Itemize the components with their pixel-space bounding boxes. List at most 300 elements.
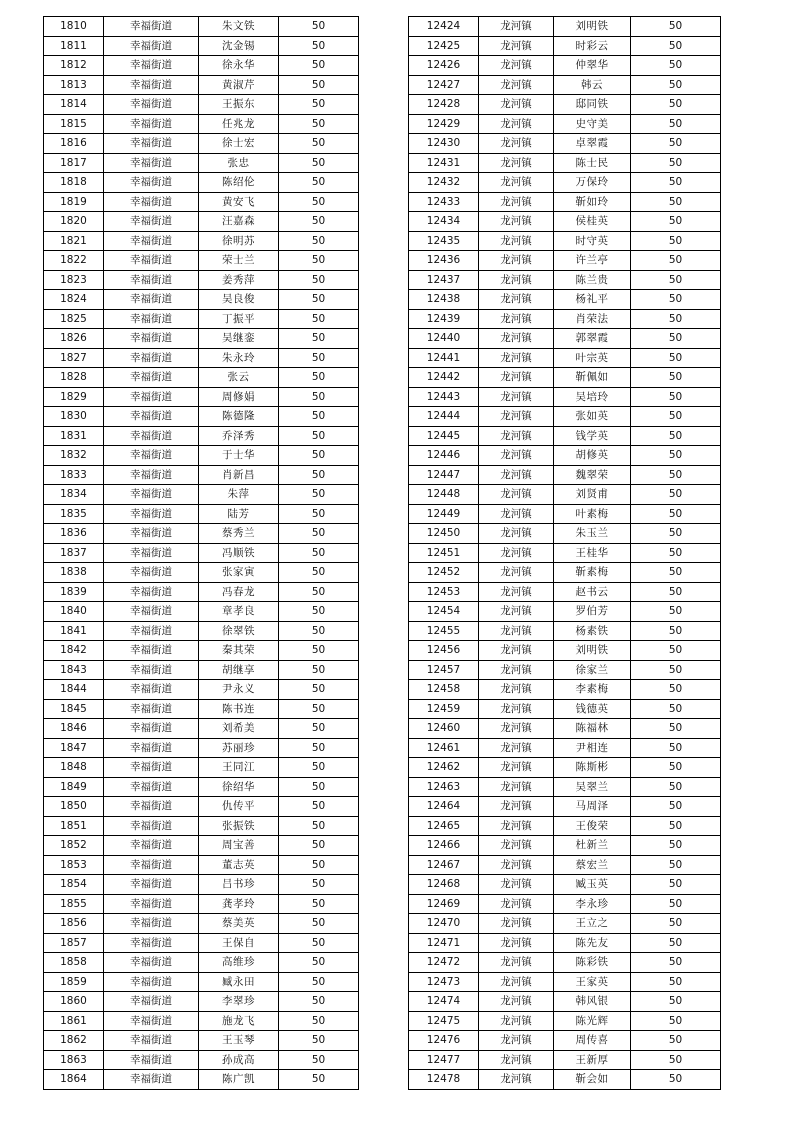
cell-street: 幸福街道 — [104, 231, 199, 251]
cell-street: 幸福街道 — [104, 407, 199, 427]
cell-street: 幸福街道 — [104, 641, 199, 661]
cell-street: 幸福街道 — [104, 816, 199, 836]
cell-street: 龙河镇 — [479, 855, 554, 875]
cell-amount: 50 — [279, 290, 359, 310]
cell-amount: 50 — [279, 543, 359, 563]
cell-amount: 50 — [279, 407, 359, 427]
cell-seq-no: 12433 — [409, 192, 479, 212]
cell-street: 龙河镇 — [479, 75, 554, 95]
cell-seq-no: 12441 — [409, 348, 479, 368]
cell-amount: 50 — [631, 524, 721, 544]
cell-street: 幸福街道 — [104, 777, 199, 797]
table-row — [409, 660, 721, 680]
table-row — [44, 446, 359, 466]
cell-name: 吴继銮 — [199, 329, 279, 349]
cell-name: 靳会如 — [554, 1070, 631, 1090]
cell-name: 龚孝玲 — [199, 894, 279, 914]
cell-street: 幸福街道 — [104, 153, 199, 173]
cell-street: 龙河镇 — [479, 309, 554, 329]
cell-street: 幸福街道 — [104, 1070, 199, 1090]
table-row — [44, 75, 359, 95]
table-row — [409, 777, 721, 797]
cell-name: 王家英 — [554, 972, 631, 992]
table-row — [44, 485, 359, 505]
cell-street: 幸福街道 — [104, 894, 199, 914]
cell-seq-no: 1817 — [44, 153, 104, 173]
cell-amount: 50 — [631, 387, 721, 407]
table-row — [409, 641, 721, 661]
table-row — [44, 953, 359, 973]
cell-amount: 50 — [631, 251, 721, 271]
cell-amount: 50 — [631, 543, 721, 563]
table-row — [409, 387, 721, 407]
cell-amount: 50 — [279, 56, 359, 76]
cell-street: 幸福街道 — [104, 251, 199, 271]
cell-street: 幸福街道 — [104, 953, 199, 973]
cell-street: 龙河镇 — [479, 953, 554, 973]
table-row — [409, 426, 721, 446]
cell-name: 靳佩如 — [554, 368, 631, 388]
cell-amount: 50 — [631, 1011, 721, 1031]
table-row — [44, 563, 359, 583]
table-row — [44, 95, 359, 115]
cell-street: 龙河镇 — [479, 212, 554, 232]
cell-street: 龙河镇 — [479, 485, 554, 505]
cell-street: 幸福街道 — [104, 602, 199, 622]
cell-amount: 50 — [631, 134, 721, 154]
table-row — [44, 134, 359, 154]
cell-street: 龙河镇 — [479, 933, 554, 953]
cell-name: 钱德英 — [554, 699, 631, 719]
cell-street: 幸福街道 — [104, 134, 199, 154]
cell-amount: 50 — [279, 621, 359, 641]
cell-seq-no: 1831 — [44, 426, 104, 446]
cell-seq-no: 1834 — [44, 485, 104, 505]
cell-name: 蔡宏兰 — [554, 855, 631, 875]
cell-name: 韩风银 — [554, 992, 631, 1012]
cell-seq-no: 1849 — [44, 777, 104, 797]
cell-name: 于士华 — [199, 446, 279, 466]
cell-seq-no: 1835 — [44, 504, 104, 524]
table-row — [44, 758, 359, 778]
cell-name: 罗伯芳 — [554, 602, 631, 622]
cell-amount: 50 — [279, 660, 359, 680]
cell-street: 龙河镇 — [479, 524, 554, 544]
cell-street: 龙河镇 — [479, 270, 554, 290]
cell-street: 幸福街道 — [104, 1011, 199, 1031]
cell-street: 幸福街道 — [104, 504, 199, 524]
cell-amount: 50 — [279, 173, 359, 193]
cell-name: 陈绍伦 — [199, 173, 279, 193]
cell-street: 幸福街道 — [104, 972, 199, 992]
cell-amount: 50 — [631, 855, 721, 875]
table-row — [44, 660, 359, 680]
cell-seq-no: 12446 — [409, 446, 479, 466]
cell-street: 龙河镇 — [479, 719, 554, 739]
cell-street: 幸福街道 — [104, 95, 199, 115]
cell-seq-no: 12437 — [409, 270, 479, 290]
table-row — [44, 621, 359, 641]
table-row — [44, 153, 359, 173]
cell-street: 龙河镇 — [479, 504, 554, 524]
cell-street: 龙河镇 — [479, 95, 554, 115]
cell-street: 龙河镇 — [479, 602, 554, 622]
cell-seq-no: 1825 — [44, 309, 104, 329]
cell-street: 龙河镇 — [479, 641, 554, 661]
table-row — [44, 114, 359, 134]
cell-amount: 50 — [631, 563, 721, 583]
cell-seq-no: 12453 — [409, 582, 479, 602]
cell-seq-no: 1837 — [44, 543, 104, 563]
cell-name: 陈兰贵 — [554, 270, 631, 290]
table-row — [44, 465, 359, 485]
cell-seq-no: 12455 — [409, 621, 479, 641]
cell-street: 龙河镇 — [479, 251, 554, 271]
cell-name: 徐绍华 — [199, 777, 279, 797]
cell-seq-no: 12467 — [409, 855, 479, 875]
cell-seq-no: 1859 — [44, 972, 104, 992]
table-row — [409, 816, 721, 836]
cell-street: 龙河镇 — [479, 758, 554, 778]
cell-seq-no: 1836 — [44, 524, 104, 544]
cell-name: 赵书云 — [554, 582, 631, 602]
cell-amount: 50 — [631, 1070, 721, 1090]
cell-amount: 50 — [279, 953, 359, 973]
table-row — [409, 95, 721, 115]
cell-street: 龙河镇 — [479, 465, 554, 485]
cell-street: 龙河镇 — [479, 329, 554, 349]
cell-seq-no: 12444 — [409, 407, 479, 427]
cell-amount: 50 — [631, 836, 721, 856]
table-row — [44, 1050, 359, 1070]
cell-street: 龙河镇 — [479, 738, 554, 758]
cell-seq-no: 1840 — [44, 602, 104, 622]
cell-name: 徐永华 — [199, 56, 279, 76]
cell-name: 王俊荣 — [554, 816, 631, 836]
cell-street: 幸福街道 — [104, 680, 199, 700]
cell-street: 幸福街道 — [104, 114, 199, 134]
table-row — [409, 582, 721, 602]
cell-seq-no: 1854 — [44, 875, 104, 895]
cell-seq-no: 12452 — [409, 563, 479, 583]
cell-amount: 50 — [279, 212, 359, 232]
cell-amount: 50 — [279, 134, 359, 154]
cell-street: 龙河镇 — [479, 563, 554, 583]
cell-amount: 50 — [279, 914, 359, 934]
cell-seq-no: 12438 — [409, 290, 479, 310]
cell-amount: 50 — [279, 758, 359, 778]
cell-amount: 50 — [631, 875, 721, 895]
table-row — [44, 309, 359, 329]
cell-name: 张振铁 — [199, 816, 279, 836]
table-row — [44, 738, 359, 758]
cell-seq-no: 1822 — [44, 251, 104, 271]
cell-name: 刘明铁 — [554, 17, 631, 37]
table-row — [44, 894, 359, 914]
cell-seq-no: 12458 — [409, 680, 479, 700]
cell-seq-no: 1824 — [44, 290, 104, 310]
cell-seq-no: 12426 — [409, 56, 479, 76]
cell-name: 陈德隆 — [199, 407, 279, 427]
table-row — [44, 251, 359, 271]
cell-amount: 50 — [279, 251, 359, 271]
cell-amount: 50 — [279, 992, 359, 1012]
cell-amount: 50 — [279, 426, 359, 446]
table-row — [409, 56, 721, 76]
table-row — [44, 1011, 359, 1031]
cell-street: 龙河镇 — [479, 173, 554, 193]
table-row — [409, 972, 721, 992]
cell-name: 叶素梅 — [554, 504, 631, 524]
cell-name: 吕书珍 — [199, 875, 279, 895]
cell-name: 张云 — [199, 368, 279, 388]
cell-street: 幸福街道 — [104, 836, 199, 856]
cell-seq-no: 12442 — [409, 368, 479, 388]
cell-amount: 50 — [631, 426, 721, 446]
table-row — [409, 153, 721, 173]
cell-amount: 50 — [631, 407, 721, 427]
cell-amount: 50 — [279, 504, 359, 524]
table-row — [44, 173, 359, 193]
cell-seq-no: 12463 — [409, 777, 479, 797]
table-row — [44, 407, 359, 427]
cell-name: 沈金锡 — [199, 36, 279, 56]
cell-seq-no: 12457 — [409, 660, 479, 680]
cell-seq-no: 12439 — [409, 309, 479, 329]
table-row — [409, 524, 721, 544]
table-row — [409, 602, 721, 622]
cell-street: 幸福街道 — [104, 719, 199, 739]
cell-amount: 50 — [631, 290, 721, 310]
cell-name: 丁振平 — [199, 309, 279, 329]
cell-seq-no: 1846 — [44, 719, 104, 739]
cell-street: 龙河镇 — [479, 1031, 554, 1051]
cell-amount: 50 — [631, 465, 721, 485]
cell-street: 龙河镇 — [479, 290, 554, 310]
cell-name: 杨礼平 — [554, 290, 631, 310]
cell-name: 高维珍 — [199, 953, 279, 973]
cell-street: 幸福街道 — [104, 270, 199, 290]
cell-name: 黄安飞 — [199, 192, 279, 212]
cell-name: 陈士民 — [554, 153, 631, 173]
cell-amount: 50 — [279, 329, 359, 349]
cell-name: 黄淑芹 — [199, 75, 279, 95]
cell-name: 尹相连 — [554, 738, 631, 758]
cell-amount: 50 — [631, 699, 721, 719]
cell-street: 幸福街道 — [104, 290, 199, 310]
cell-amount: 50 — [279, 816, 359, 836]
cell-seq-no: 12450 — [409, 524, 479, 544]
cell-street: 幸福街道 — [104, 992, 199, 1012]
cell-street: 龙河镇 — [479, 914, 554, 934]
cell-amount: 50 — [631, 348, 721, 368]
table-row — [44, 329, 359, 349]
cell-amount: 50 — [279, 192, 359, 212]
cell-seq-no: 12449 — [409, 504, 479, 524]
cell-seq-no: 1815 — [44, 114, 104, 134]
table-row — [409, 485, 721, 505]
table-row — [44, 699, 359, 719]
cell-name: 徐明苏 — [199, 231, 279, 251]
table-row — [409, 855, 721, 875]
cell-amount: 50 — [631, 368, 721, 388]
cell-street: 龙河镇 — [479, 660, 554, 680]
cell-name: 杜新兰 — [554, 836, 631, 856]
cell-seq-no: 12477 — [409, 1050, 479, 1070]
table-row — [409, 75, 721, 95]
cell-seq-no: 1813 — [44, 75, 104, 95]
cell-name: 王立之 — [554, 914, 631, 934]
cell-street: 龙河镇 — [479, 426, 554, 446]
cell-street: 幸福街道 — [104, 56, 199, 76]
cell-amount: 50 — [279, 836, 359, 856]
cell-street: 龙河镇 — [479, 699, 554, 719]
cell-amount: 50 — [279, 368, 359, 388]
cell-amount: 50 — [279, 855, 359, 875]
table-row — [44, 602, 359, 622]
cell-amount: 50 — [631, 719, 721, 739]
cell-amount: 50 — [631, 270, 721, 290]
cell-name: 邸同铁 — [554, 95, 631, 115]
cell-amount: 50 — [279, 972, 359, 992]
cell-amount: 50 — [631, 621, 721, 641]
table-row — [409, 621, 721, 641]
cell-amount: 50 — [631, 1050, 721, 1070]
cell-name: 臧玉英 — [554, 875, 631, 895]
cell-name: 王振东 — [199, 95, 279, 115]
cell-street: 幸福街道 — [104, 563, 199, 583]
table-row — [44, 914, 359, 934]
cell-seq-no: 12454 — [409, 602, 479, 622]
cell-amount: 50 — [279, 231, 359, 251]
cell-seq-no: 1810 — [44, 17, 104, 37]
cell-seq-no: 1845 — [44, 699, 104, 719]
cell-street: 幸福街道 — [104, 699, 199, 719]
table-row — [409, 173, 721, 193]
cell-seq-no: 1860 — [44, 992, 104, 1012]
cell-name: 万保玲 — [554, 173, 631, 193]
cell-seq-no: 12448 — [409, 485, 479, 505]
cell-street: 龙河镇 — [479, 621, 554, 641]
cell-seq-no: 12425 — [409, 36, 479, 56]
cell-name: 朱萍 — [199, 485, 279, 505]
cell-seq-no: 1863 — [44, 1050, 104, 1070]
table-row — [409, 465, 721, 485]
cell-seq-no: 12474 — [409, 992, 479, 1012]
table-row — [44, 270, 359, 290]
table-row — [409, 953, 721, 973]
cell-name: 尹永义 — [199, 680, 279, 700]
table-row — [44, 855, 359, 875]
cell-street: 龙河镇 — [479, 894, 554, 914]
cell-amount: 50 — [631, 95, 721, 115]
cell-street: 幸福街道 — [104, 348, 199, 368]
cell-seq-no: 12424 — [409, 17, 479, 37]
table-row — [409, 231, 721, 251]
cell-seq-no: 1826 — [44, 329, 104, 349]
cell-seq-no: 1820 — [44, 212, 104, 232]
cell-amount: 50 — [279, 95, 359, 115]
cell-seq-no: 1842 — [44, 641, 104, 661]
cell-amount: 50 — [631, 17, 721, 37]
cell-name: 周宝善 — [199, 836, 279, 856]
cell-amount: 50 — [279, 933, 359, 953]
cell-name: 姜秀萍 — [199, 270, 279, 290]
cell-name: 靳素梅 — [554, 563, 631, 583]
cell-name: 仇传平 — [199, 797, 279, 817]
cell-street: 龙河镇 — [479, 387, 554, 407]
cell-name: 周传喜 — [554, 1031, 631, 1051]
cell-amount: 50 — [279, 699, 359, 719]
cell-name: 徐翠铁 — [199, 621, 279, 641]
cell-seq-no: 1861 — [44, 1011, 104, 1031]
cell-name: 陈广凯 — [199, 1070, 279, 1090]
roster-table-left — [43, 16, 359, 1090]
cell-name: 陈福林 — [554, 719, 631, 739]
cell-name: 臧永田 — [199, 972, 279, 992]
cell-seq-no: 1864 — [44, 1070, 104, 1090]
cell-seq-no: 1848 — [44, 758, 104, 778]
cell-amount: 50 — [279, 641, 359, 661]
cell-name: 胡修英 — [554, 446, 631, 466]
cell-amount: 50 — [279, 719, 359, 739]
cell-seq-no: 12443 — [409, 387, 479, 407]
cell-seq-no: 1827 — [44, 348, 104, 368]
cell-street: 龙河镇 — [479, 1011, 554, 1031]
cell-name: 张忠 — [199, 153, 279, 173]
cell-seq-no: 12456 — [409, 641, 479, 661]
cell-street: 幸福街道 — [104, 738, 199, 758]
cell-name: 靳如玲 — [554, 192, 631, 212]
cell-street: 龙河镇 — [479, 368, 554, 388]
cell-amount: 50 — [631, 933, 721, 953]
cell-name: 蔡秀兰 — [199, 524, 279, 544]
table-row — [409, 212, 721, 232]
cell-name: 徐家兰 — [554, 660, 631, 680]
cell-street: 龙河镇 — [479, 836, 554, 856]
cell-amount: 50 — [279, 680, 359, 700]
cell-seq-no: 12461 — [409, 738, 479, 758]
cell-amount: 50 — [279, 894, 359, 914]
cell-amount: 50 — [631, 582, 721, 602]
cell-seq-no: 1832 — [44, 446, 104, 466]
cell-street: 幸福街道 — [104, 309, 199, 329]
cell-seq-no: 1828 — [44, 368, 104, 388]
table-row — [409, 309, 721, 329]
cell-seq-no: 1857 — [44, 933, 104, 953]
cell-amount: 50 — [279, 75, 359, 95]
cell-street: 龙河镇 — [479, 543, 554, 563]
cell-street: 幸福街道 — [104, 192, 199, 212]
cell-seq-no: 1819 — [44, 192, 104, 212]
cell-name: 王玉琴 — [199, 1031, 279, 1051]
cell-seq-no: 1823 — [44, 270, 104, 290]
cell-amount: 50 — [631, 309, 721, 329]
table-row — [409, 114, 721, 134]
cell-amount: 50 — [279, 348, 359, 368]
cell-street: 龙河镇 — [479, 972, 554, 992]
cell-name: 吴培玲 — [554, 387, 631, 407]
table-row — [409, 543, 721, 563]
cell-amount: 50 — [279, 387, 359, 407]
cell-name: 王桂华 — [554, 543, 631, 563]
cell-street: 龙河镇 — [479, 17, 554, 37]
cell-street: 幸福街道 — [104, 1031, 199, 1051]
cell-name: 侯桂英 — [554, 212, 631, 232]
cell-name: 马周泽 — [554, 797, 631, 817]
cell-name: 卓翠霞 — [554, 134, 631, 154]
cell-street: 幸福街道 — [104, 368, 199, 388]
